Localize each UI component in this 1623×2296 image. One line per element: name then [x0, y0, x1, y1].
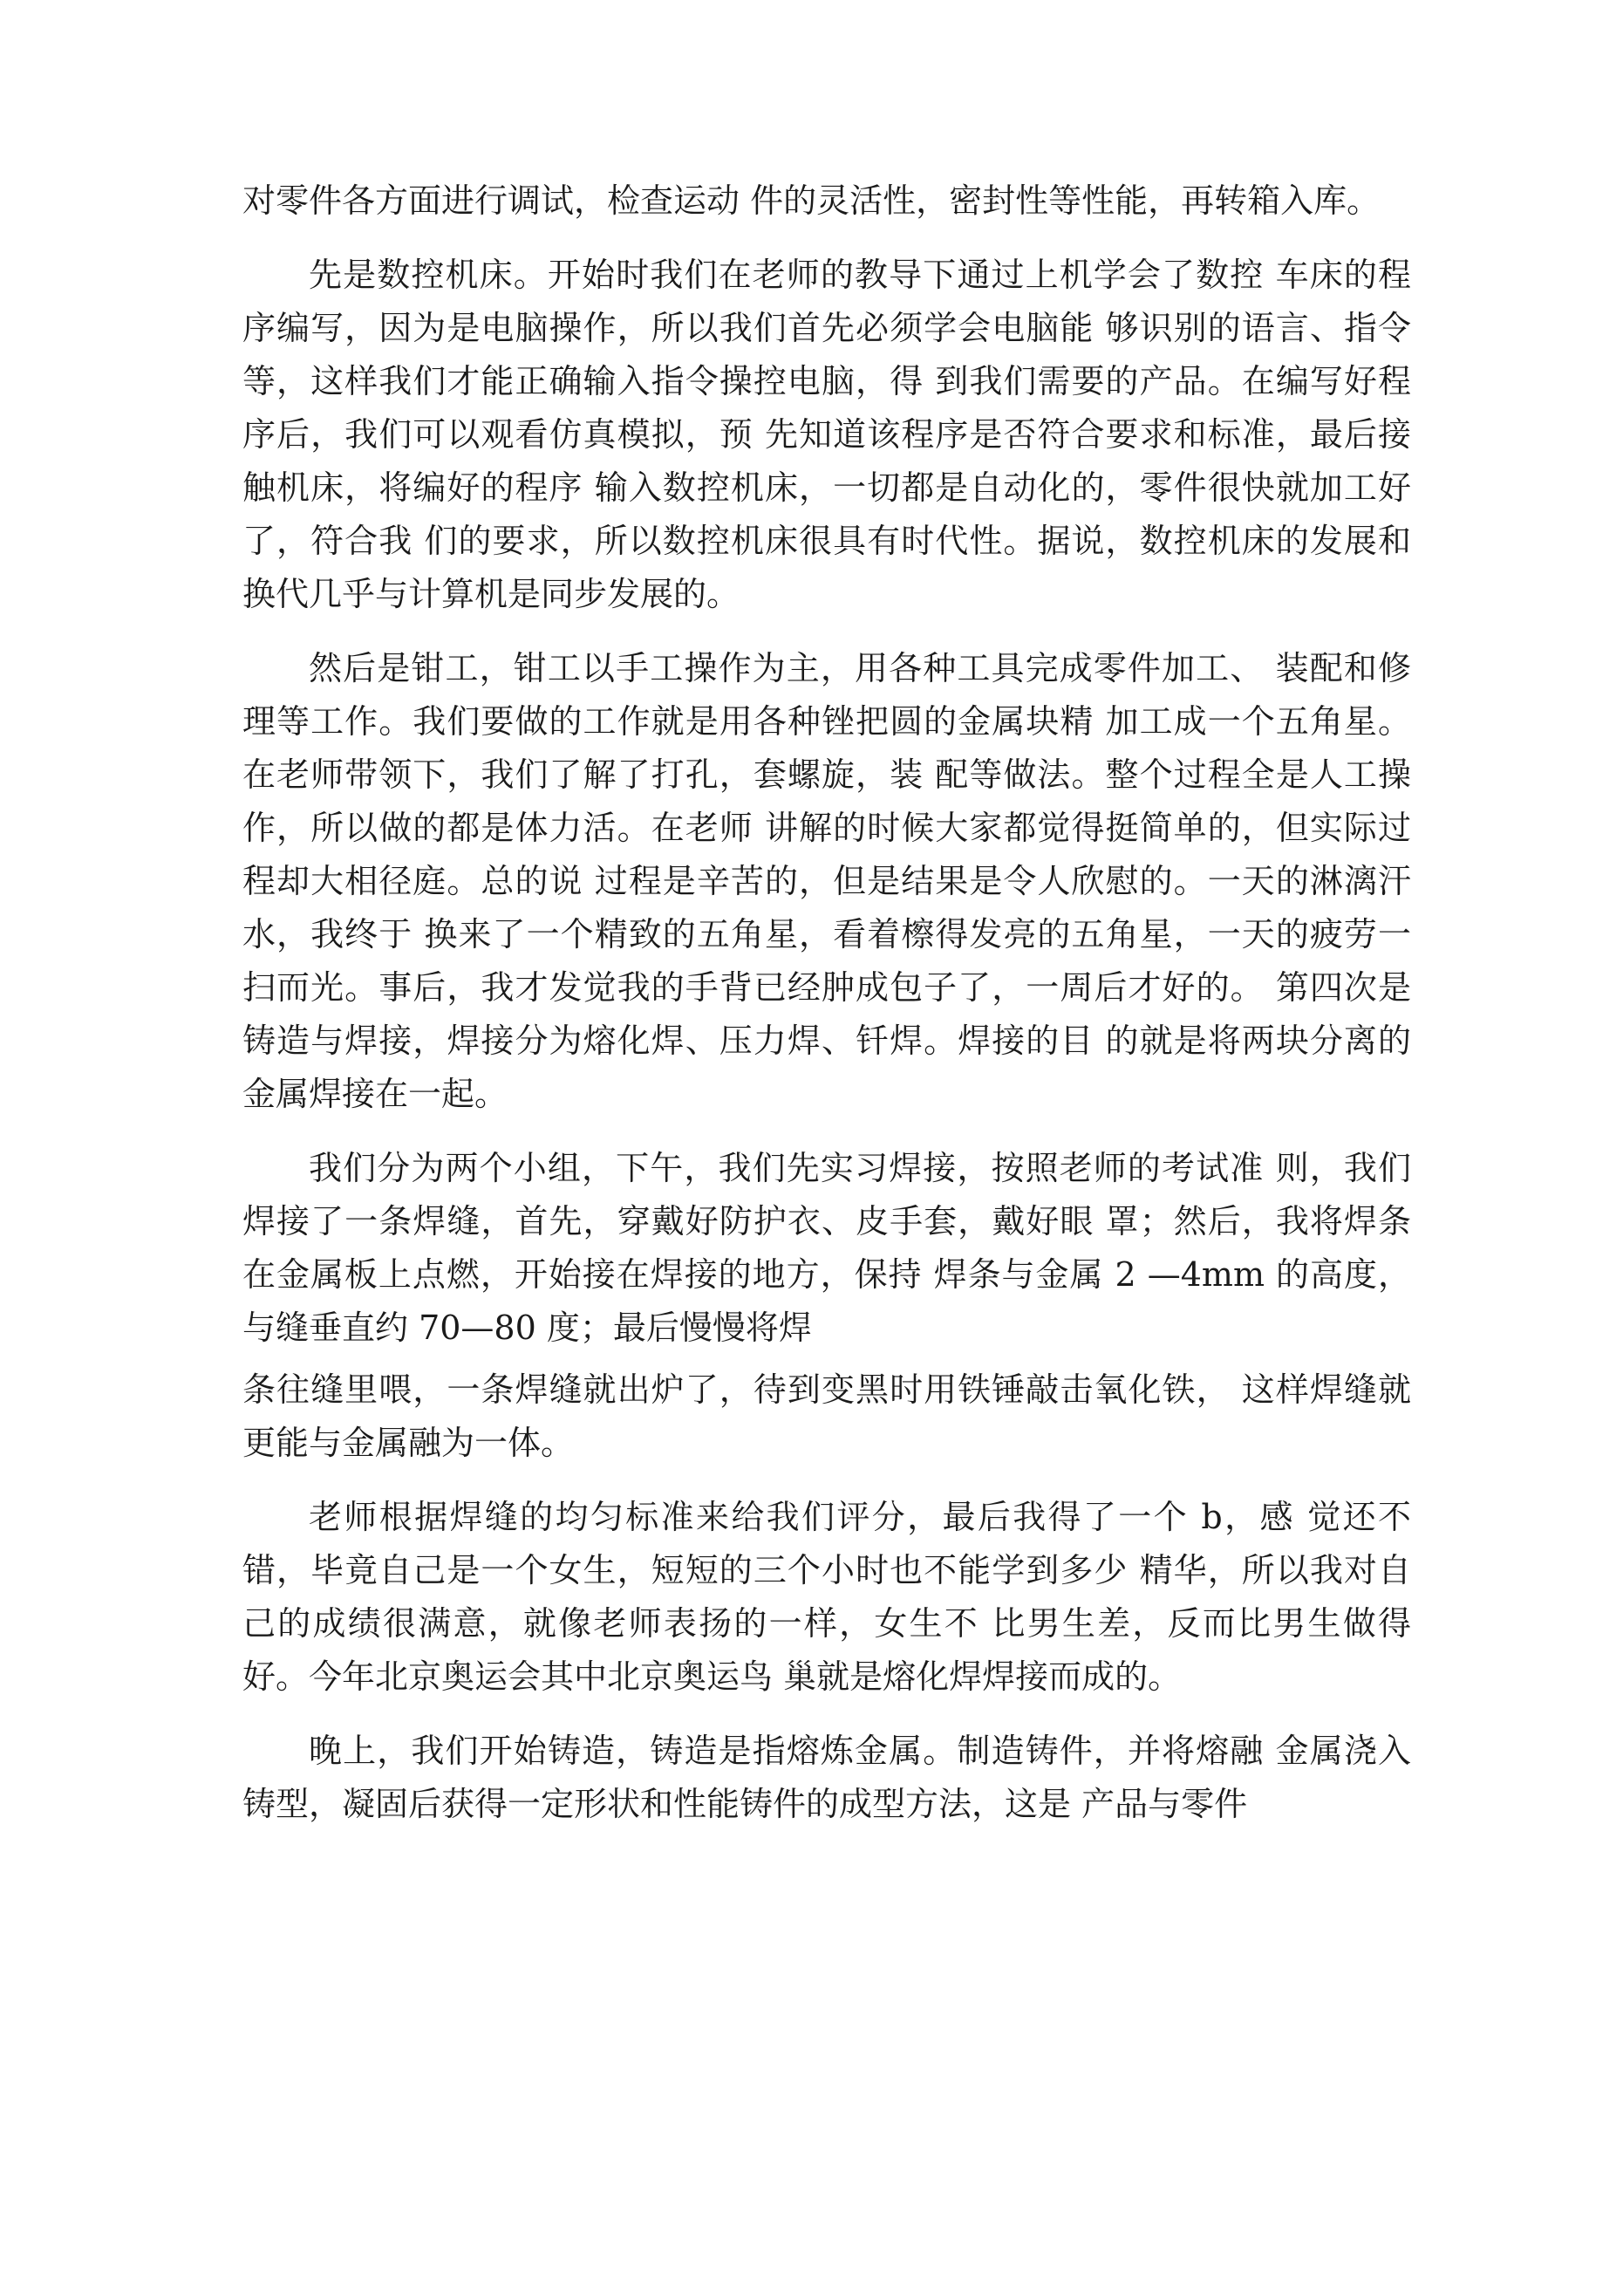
- paragraph-cnc-machine: 先是数控机床。开始时我们在老师的教导下通过上机学会了数控 车床的程序编写，因为是电脑操作，所以我们首先必须学会电脑能 够识别的语言、指令等，这样我们才能正确输入指令操控电脑，得 到我们需要的产品。在编写好程序后，我们可以观看仿真模拟，预 先知道该程序是否符合要求和标准，最后接触机床，将编好的程序 输入数控机床，一切都是自动化的，零件很快就加工好了，符合我 们的要求，所以数控机床很具有时代性。据说，数控机床的发展和 换代几乎与计算机是同步发展的。: [242, 256, 1411, 613]
- document-body: [242, 174, 1411, 1852]
- paragraph-fitter-work: 然后是钳工，钳工以手工操作为主，用各种工具完成零件加工、 装配和修理等工作。我们要做的工作就是用各种锉把圆的金属块精 加工成一个五角星。在老师带领下，我们了解了打孔，套螺旋，装 配等做法。整个过程全是人工操作，所以做的都是体力活。在老师 讲解的时候大家都觉得挺简单的，但实际过程却大相径庭。总的说 过程是辛苦的，但是结果是令人欣慰的。一天的淋漓汗水，我终于 换来了一个精致的五角星，看着檫得发亮的五角星，一天的疲劳一 扫而光。事后，我才发觉我的手背已经肿成包子了，一周后才好的。 第四次是铸造与焊接，焊接分为熔化焊、压力焊、钎焊。焊接的目 的就是将两块分离的金属焊接在一起。: [242, 649, 1411, 1113]
- paragraph-welding-grade: 老师根据焊缝的均匀标准来给我们评分，最后我得了一个 b，感 觉还不错，毕竟自己是一个女生，短短的三个小时也不能学到多少 精华，所以我对自己的成绩很满意，就像老师表扬的一样，女生不 比男生差，反而比男生做得好。今年北京奥运会其中北京奥运鸟 巢就是熔化焊焊接而成的。: [242, 1498, 1411, 1696]
- paragraph-casting: 晚上，我们开始铸造，铸造是指熔炼金属。制造铸件，并将熔融 金属浇入铸型，凝固后获得一定形状和性能铸件的成型方法，这是 产品与零件: [242, 1732, 1411, 1823]
- paragraph-welding-practice: 我们分为两个小组，下午，我们先实习焊接，按照老师的考试准 则，我们焊接了一条焊缝，首先，穿戴好防护衣、皮手套，戴好眼 罩；然后，我将焊条在金属板上点燃，开始接在焊接的地方，保持 焊条与金属 2 —4mm 的高度，与缝垂直约 70—80 度；最后慢慢将焊: [242, 1149, 1411, 1347]
- paragraph-continuation: 对零件各方面进行调试，检查运动 件的灵活性，密封性等性能，再转箱入库。: [242, 181, 1381, 220]
- paragraph-welding-continued: 条往缝里喂，一条焊缝就出炉了，待到变黑时用铁锤敲击氧化铁， 这样焊缝就更能与金属融为一体。: [242, 1370, 1411, 1462]
